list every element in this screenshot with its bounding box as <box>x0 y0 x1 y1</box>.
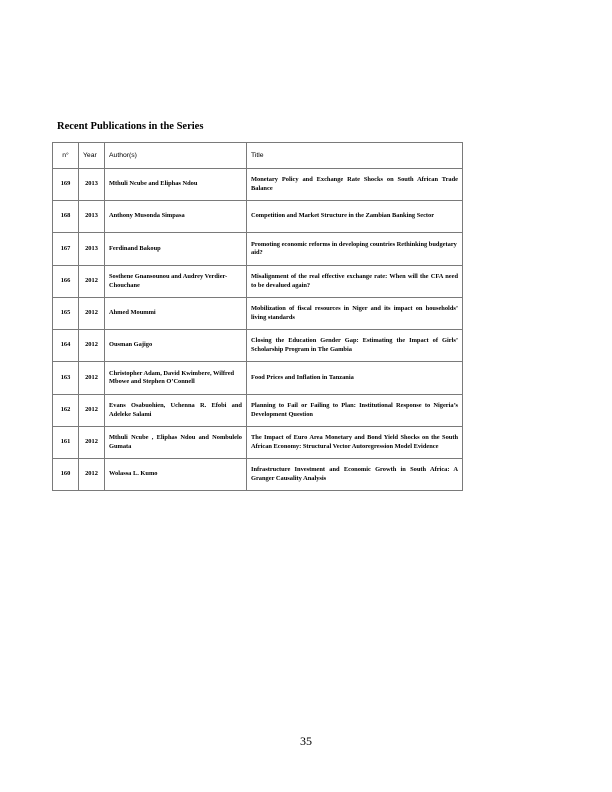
cell-title: Promoting economic reforms in developing countries Rethinking budgetary aid? <box>247 233 463 266</box>
cell-authors: Ahmed Moummi <box>105 298 247 330</box>
cell-year: 2012 <box>79 266 105 298</box>
cell-number: 169 <box>53 169 79 201</box>
column-header-authors: Author(s) <box>105 143 247 169</box>
column-header-year: Year <box>79 143 105 169</box>
table-row <box>53 395 463 427</box>
cell-title: Planning to Fail or Failing to Plan: Institutional Response to Nigeria’s Development Question <box>247 395 463 427</box>
cell-year: 2012 <box>79 395 105 427</box>
cell-year: 2012 <box>79 427 105 459</box>
cell-number: 165 <box>53 298 79 330</box>
table-row <box>53 459 463 491</box>
cell-number: 161 <box>53 427 79 459</box>
cell-authors: Evans Osabuohien, Uchenna R. Efobi and Adeleke Salami <box>105 395 247 427</box>
table-row <box>53 266 463 298</box>
cell-year: 2012 <box>79 298 105 330</box>
cell-year: 2013 <box>79 169 105 201</box>
cell-authors: Mthuli Ncube and Eliphas Ndou <box>105 169 247 201</box>
cell-number: 160 <box>53 459 79 491</box>
table-row <box>53 169 463 201</box>
table-row <box>53 233 463 266</box>
column-header-number: n° <box>53 143 79 169</box>
cell-title: Food Prices and Inflation in Tanzania <box>247 362 463 395</box>
cell-authors: Anthony Musonda Simpasa <box>105 201 247 233</box>
cell-number: 166 <box>53 266 79 298</box>
cell-year: 2012 <box>79 459 105 491</box>
table-row <box>53 298 463 330</box>
table-row <box>53 201 463 233</box>
cell-title: Misalignment of the real effective exchange rate: When will the CFA need to be devalued again? <box>247 266 463 298</box>
cell-number: 163 <box>53 362 79 395</box>
table-header-row <box>53 143 463 169</box>
table-row <box>53 427 463 459</box>
column-header-title: Title <box>247 143 463 169</box>
cell-number: 168 <box>53 201 79 233</box>
table-row <box>53 362 463 395</box>
cell-year: 2013 <box>79 201 105 233</box>
cell-authors: Sosthene Gnansounou and Audrey Verdier-Chouchane <box>105 266 247 298</box>
publications-table <box>52 142 463 491</box>
table-row <box>53 330 463 362</box>
cell-title: Mobilization of fiscal resources in Niger and its impact on households’ living standards <box>247 298 463 330</box>
cell-year: 2012 <box>79 330 105 362</box>
cell-title: Monetary Policy and Exchange Rate Shocks on South African Trade Balance <box>247 169 463 201</box>
cell-authors: Ferdinand Bakoup <box>105 233 247 266</box>
cell-authors: Mthuli Ncube , Eliphas Ndou and Nombulelo Gumata <box>105 427 247 459</box>
cell-authors: Christopher Adam, David Kwimbere, Wilfred Mbowe and Stephen O’Connell <box>105 362 247 395</box>
cell-year: 2012 <box>79 362 105 395</box>
cell-number: 164 <box>53 330 79 362</box>
cell-title: Infrastructure Investment and Economic Growth in South Africa: A Granger Causality Analysis <box>247 459 463 491</box>
cell-authors: Ousman Gajigo <box>105 330 247 362</box>
cell-title: Competition and Market Structure in the Zambian Banking Sector <box>247 201 463 233</box>
cell-title: The Impact of Euro Area Monetary and Bond Yield Shocks on the South African Economy: Structural Vector Autoregression Model Evidence <box>247 427 463 459</box>
cell-number: 162 <box>53 395 79 427</box>
page-number: 35 <box>300 734 312 748</box>
section-heading: Recent Publications in the Series <box>57 121 204 132</box>
cell-number: 167 <box>53 233 79 266</box>
cell-title: Closing the Education Gender Gap: Estimating the Impact of Girls’ Scholarship Program in The Gambia <box>247 330 463 362</box>
cell-year: 2013 <box>79 233 105 266</box>
cell-authors: Wolassa L. Kumo <box>105 459 247 491</box>
